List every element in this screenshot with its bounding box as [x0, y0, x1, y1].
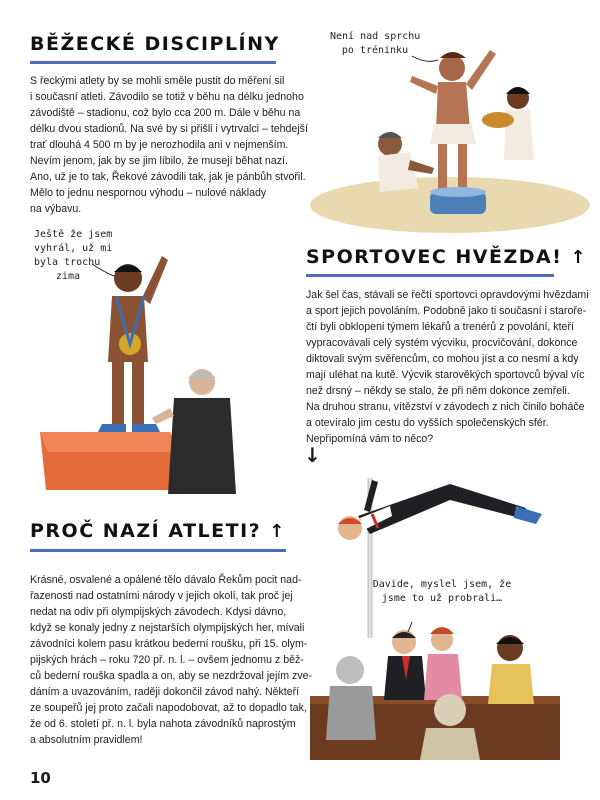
text-line: ze soupeřů jej proto začali napodobovat, až to dopadlo tak, [30, 702, 307, 714]
arrow-up-icon: ↑ [570, 247, 588, 268]
text-line: když se konaly jedny z nejstarších olympijských her, mívali [30, 622, 305, 634]
text-line: závodiště – stadionu, což bylo cca 200 m. Dále v běhu na [30, 107, 301, 119]
text-line: Nevím jenom, jak by se jim líbilo, že musejí běhat nazí. [30, 155, 288, 167]
text-line: dáním a uvazováním, raději dokončil závod nahý. Někteří [30, 686, 300, 698]
page-number: 10 [30, 769, 51, 787]
text-line: čtí byli obklopeni týmem lékařů a trenérů z povolání, kteří [306, 321, 574, 333]
text-line: a sport jejich povoláním. Podobně jako ti současní i staroře- [306, 305, 587, 317]
text-line: délku dvou stadionů. Na své by si přišli i vytrvalci – tehdejší [30, 123, 308, 135]
text-line: Krásné, osvalené a opálené tělo dávalo Řekům pocit nad- [30, 574, 302, 586]
text-line: i současní atleti. Závodilo se totiž v běhu na délku jednoho [30, 91, 304, 103]
bubble-line: vyhrál, už mi [34, 243, 113, 254]
heading-underline [306, 274, 554, 277]
heading-text: PROČ NAZÍ ATLETI? [30, 520, 262, 542]
speech-bubble-winner [34, 228, 116, 284]
text-line: Jak šel čas, stávali se řečtí sportovci opravdovými hvězdami [306, 289, 589, 301]
bubble-line: po tréninku [341, 45, 409, 56]
bubble-line: Davide, myslel jsem, že [372, 579, 512, 590]
text-line: že od 6. století př. n. l. byla nahota závodníků naprostým [30, 718, 296, 730]
text-line: S řeckými atlety by se mohli směle pustit do měření sil [30, 75, 285, 87]
arrow-down-icon: ↓ [304, 443, 321, 467]
paragraph-sports-star [306, 287, 589, 447]
text-line: Ano, už je to tak, Řekové závodili tak, jak je pánbůh stvořil. [30, 171, 306, 183]
text-line: než drsný – někdy se stalo, že při něm dokonce zemřeli. [306, 385, 570, 397]
text-line: trať dlouhá 4 500 m by je nerozhodila ani v nejmenším. [30, 139, 289, 151]
bubble-line: Ještě že jsem [34, 229, 113, 240]
bubble-line: jsme to už probrali… [381, 593, 503, 604]
text-line: nedat na odiv při olympijských závodech. Kdysi dávno, [30, 606, 287, 618]
text-line: Mělo to jednu nespornou výhodu – nulové náklady [30, 187, 267, 199]
arrow-up-icon: ↑ [269, 521, 286, 542]
heading-underline [30, 61, 276, 64]
text-line: mají uléhat na kutě. Výcvik starověkých sportovců býval víc [306, 369, 585, 381]
text-line: diktovali svým svěřencům, co mohou jíst a co nesmí a kdy [306, 353, 579, 365]
paragraph-naked-athletes [30, 572, 312, 748]
heading-running-disciplines: BĚŽECKÉ DISCIPLÍNY [30, 33, 280, 55]
text-line: Na druhou stranu, vítězství v závodech z nich činilo boháče [306, 401, 585, 413]
text-line: ců bederní rouška spadla a on, aby se nezdržoval jejím zve- [30, 670, 313, 682]
bubble-line: byla trochu [34, 257, 101, 268]
speech-bubble-davide [372, 578, 512, 606]
heading-sports-star [306, 246, 587, 268]
bubble-line: Není nad sprchu [330, 31, 421, 42]
bubble-line: zima [56, 271, 81, 282]
illustration-officials [310, 600, 560, 760]
text-line: Nepřipomíná vám to něco? [306, 433, 434, 445]
heading-text: SPORTOVEC HVĚZDA! [306, 246, 563, 268]
text-line: na výbavu. [30, 203, 82, 215]
paragraph-running-disciplines [30, 73, 308, 217]
text-line: vypracovávali celý systém výcviku, procvičování, dokonce [306, 337, 578, 349]
heading-underline [30, 549, 286, 552]
text-line: a otevíralo jim cestu do vyšších společenských sfér. [306, 417, 549, 429]
text-line: a absolutním pravidlem! [30, 734, 143, 746]
speech-bubble-shower [330, 30, 420, 58]
text-line: pijských hrách – roku 720 př. n. l. – ovšem jednomu z běž- [30, 654, 304, 666]
text-line: závodníci kolem pasu krátkou bederní roušku, při 15. olym- [30, 638, 308, 650]
heading-naked-athletes [30, 520, 286, 542]
text-line: řazenosti nad ostatními národy v jejich okolí, tak proč jej [30, 590, 293, 602]
